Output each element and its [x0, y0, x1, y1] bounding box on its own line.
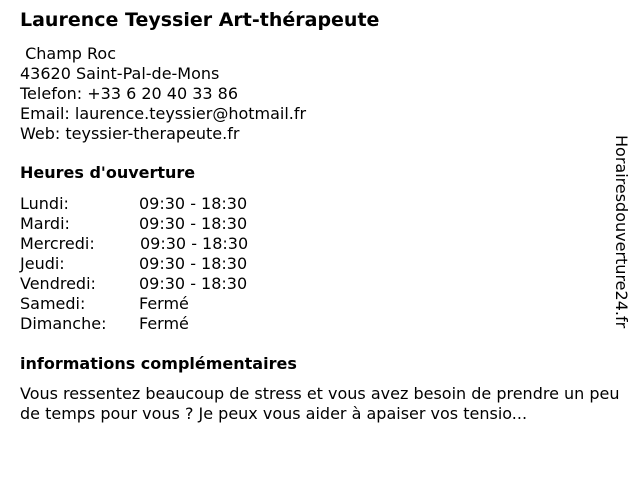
opening-hours-heading: Heures d'ouverture: [20, 163, 196, 182]
additional-info-heading: informations complémentaires: [20, 354, 297, 373]
site-watermark: Horairesdouverture24.fr: [612, 135, 631, 329]
hours-value: 09:30 - 18:30: [139, 214, 248, 233]
contact-block: [20, 44, 306, 144]
day-label: Dimanche:: [20, 314, 107, 333]
additional-info-text: Vous ressentez beaucoup de stress et vous avez besoin de prendre un peu de temps pour vous ? Je peux vous aider à apaiser vos tensio...: [20, 384, 620, 423]
hours-value: Fermé: [139, 314, 189, 333]
day-label: Lundi:: [20, 194, 69, 213]
website: Web: teyssier-therapeute.fr: [20, 124, 240, 143]
day-label: Jeudi:: [20, 254, 65, 273]
hours-value: Fermé: [139, 294, 189, 313]
hours-value: 09:30 - 18:30: [139, 194, 248, 213]
hours-value: 09:30 - 18:30: [140, 234, 249, 253]
day-label: Samedi:: [20, 294, 86, 313]
address-city: 43620 Saint-Pal-de-Mons: [20, 64, 220, 83]
hours-value: 09:30 - 18:30: [139, 274, 248, 293]
business-title: Laurence Teyssier Art-thérapeute: [20, 9, 380, 31]
address-street: Champ Roc: [20, 44, 117, 63]
email-address: Email: laurence.teyssier@hotmail.fr: [20, 104, 307, 123]
phone-number: Telefon: +33 6 20 40 33 86: [20, 84, 239, 103]
day-label: Mardi:: [20, 214, 70, 233]
hours-value: 09:30 - 18:30: [139, 254, 248, 273]
day-label: Mercredi:: [20, 234, 95, 253]
day-label: Vendredi:: [20, 274, 96, 293]
